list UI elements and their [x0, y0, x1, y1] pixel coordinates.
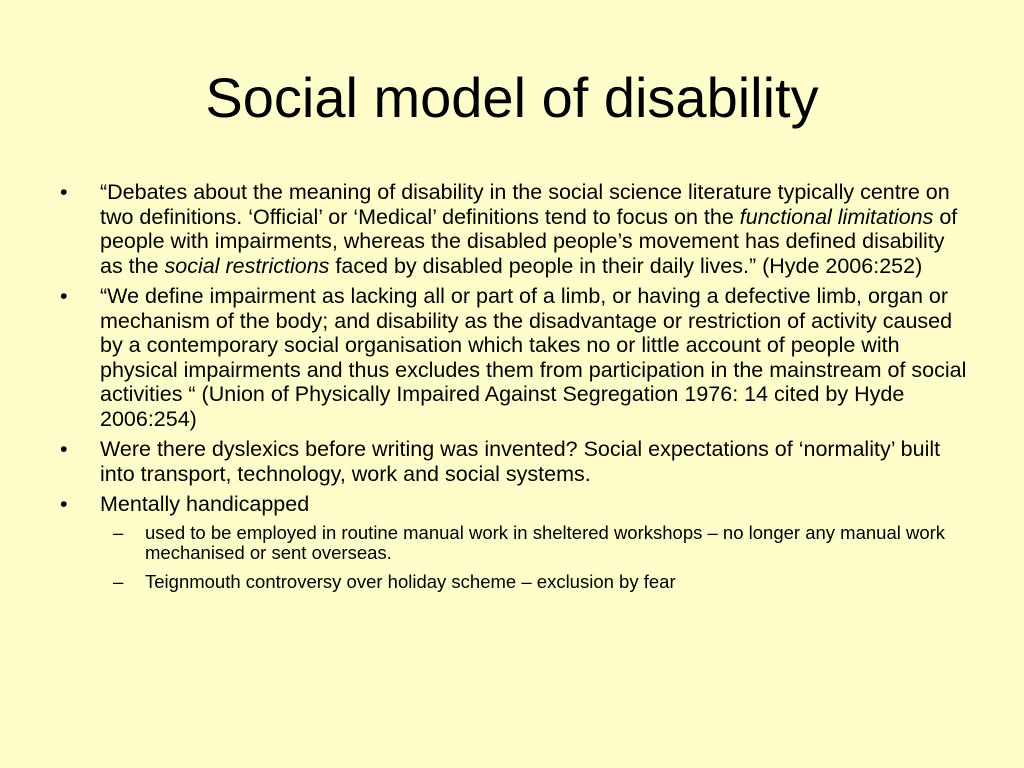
bullet-item-dyslexics [60, 437, 970, 486]
slide-content [60, 180, 970, 600]
sub-text: used to be employed in routine manual work in sheltered workshops – no longer any manual work mechanised or sent overseas. [145, 521, 946, 563]
bullet-marker: • [60, 180, 68, 204]
bullet-item-upias-definition [60, 284, 970, 431]
text-segment: “Debates about the meaning of disability in the social science literature typically centre on two definitions. ‘Official’ or ‘Medical’ definitions tend to focus on the [100, 180, 950, 229]
bullet-item-debates [60, 180, 970, 278]
bullet-text: “We define impairment as lacking all or part of a limb, or having a defective limb, organ or mechanism of the body; and disability as the disadvantage or restriction of activity caused by a contemporary social organisation which takes no or little account of people with physical impairments and thus excludes them from participation in the mainstream of social activities “ (Union of Physically Impaired Against Segregation 1976: 14 cited by Hyde 2006:254) [100, 284, 967, 431]
italic-term-social-restrictions: social restrictions [164, 253, 330, 278]
sub-text: Teignmouth controversy over holiday scheme – exclusion by fear [145, 570, 676, 592]
bullet-marker: • [60, 492, 68, 516]
slide-title: Social model of disability [205, 66, 819, 129]
bullet-marker: • [60, 437, 68, 461]
text-segment: of people with impairments, whereas the disabled people’s movement has defined disability as the [100, 204, 958, 278]
italic-term-functional-limitations: functional limitations [739, 204, 934, 229]
sub-marker: – [113, 570, 124, 592]
bullet-marker: • [60, 284, 68, 308]
sub-item-sheltered-workshops [60, 523, 970, 564]
sub-item-teignmouth [60, 572, 970, 593]
bullet-text: Were there dyslexics before writing was invented? Social expectations of ‘normality’ built into transport, technology, work and social systems. [100, 437, 941, 486]
sub-list [60, 523, 970, 593]
bullet-text [100, 180, 957, 278]
text-segment: faced by disabled people in their daily lives.” (Hyde 2006:252) [329, 253, 923, 278]
sub-marker: – [113, 521, 124, 543]
bullet-item-mentally-handicapped [60, 492, 970, 517]
bullet-text: Mentally handicapped [100, 492, 310, 516]
